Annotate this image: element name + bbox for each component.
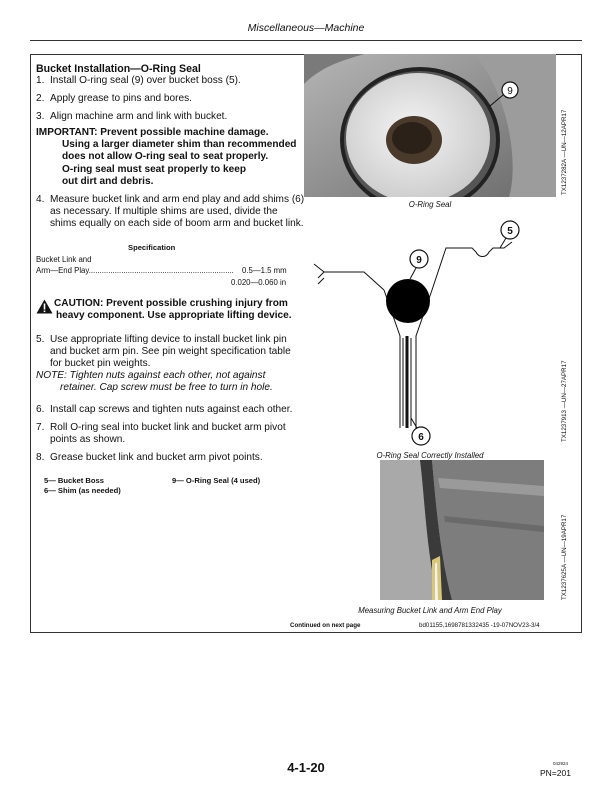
step-text: Grease bucket link and bucket arm pivot points. — [50, 452, 263, 463]
o-ring-seal-illustration — [304, 54, 556, 197]
caution-notice — [36, 298, 298, 322]
spec-item-line-2: Arm—End Play................................................................... — [36, 266, 234, 275]
legend-item-9: 9— O-Ring Seal (4 used) — [172, 476, 261, 485]
step-4 — [36, 194, 306, 244]
caution-line-1: CAUTION: Prevent possible crushing injury from — [54, 298, 288, 309]
step-2 — [36, 93, 306, 106]
important-line-1: IMPORTANT: Prevent possible machine damage. — [36, 127, 269, 138]
caution-line-2: heavy component. Use appropriate lifting device. — [56, 310, 292, 322]
section-bottom-rule — [30, 632, 582, 633]
callout-9: 9 — [416, 255, 422, 266]
step-number: 6. — [36, 404, 45, 415]
section-title: Bucket Installation—O-Ring Seal — [36, 63, 201, 75]
step-3 — [36, 111, 306, 124]
spec-value-metric: 0.5—1.5 mm — [242, 266, 287, 275]
o-ring-seal-installed-diagram — [304, 218, 556, 448]
legend-item-5: 5— Bucket Boss — [44, 476, 104, 485]
step-number: 8. — [36, 452, 45, 463]
step-number: 1. — [36, 75, 45, 86]
step-text: Apply grease to pins and bores. — [50, 93, 192, 104]
step-text: Install O-ring seal (9) over bucket boss (5). — [50, 75, 241, 86]
step-1 — [36, 75, 306, 88]
figure-1-tag: TX1237282A —UN—12APR17 — [561, 109, 568, 195]
figure-3-tag: TX1237625A —UN—19APR17 — [561, 514, 568, 600]
step-6 — [36, 404, 306, 417]
step-7 — [36, 422, 306, 448]
step-8 — [36, 452, 306, 465]
document-id: bd01155,1698781332435 -19-07NOV23-3/4 — [419, 622, 540, 629]
step-number: 2. — [36, 93, 45, 104]
callout-9: 9 — [507, 86, 513, 97]
spec-value-imperial: 0.020—0.060 in — [231, 278, 287, 287]
step-number: 7. — [36, 422, 45, 433]
part-number: PN=201 — [540, 768, 571, 778]
left-border — [30, 54, 31, 632]
important-notice — [36, 127, 298, 188]
callout-5: 5 — [507, 226, 513, 237]
note — [36, 370, 298, 394]
page-number: 4-1-20 — [287, 760, 325, 775]
important-line-5: out dirt and debris. — [62, 175, 154, 187]
important-line-4: O-ring seal must seat properly to keep — [62, 163, 246, 175]
measuring-end-play-illustration — [380, 460, 544, 600]
right-border — [581, 54, 582, 632]
note-line-1: NOTE: Tighten nuts against each other, not against — [36, 370, 266, 381]
step-text: Install cap screws and tighten nuts against each other. — [50, 404, 293, 415]
figure-2-tag: TX1237913 —UN—27APR17 — [561, 360, 568, 442]
step-text: Roll O-ring seal into bucket link and bucket arm pivot points as shown. — [50, 422, 286, 446]
footer-code: 042924 — [553, 761, 569, 766]
important-line-2: Using a larger diameter shim than recommended — [62, 139, 297, 151]
o-ring-seal-photo — [304, 54, 556, 197]
legend-item-6: 6— Shim (as needed) — [44, 486, 121, 495]
step-text: Align machine arm and link with bucket. — [50, 111, 228, 122]
step-number: 4. — [36, 194, 45, 205]
note-line-2: retainer. Cap screw must be free to turn in hole. — [60, 382, 273, 394]
spec-item-line-1: Bucket Link and — [36, 255, 92, 264]
step-5 — [36, 334, 306, 372]
figure-1-caption: O-Ring Seal — [408, 200, 452, 209]
figure-3-caption: Measuring Bucket Link and Arm End Play — [358, 606, 502, 615]
callout-6: 6 — [418, 432, 424, 443]
step-text: Measure bucket link and arm end play and add shims (6) as necessary. If multiple shims are used, divide the shims equally on each side of boom arm and bucket link. — [50, 194, 305, 230]
header-rule — [30, 40, 582, 41]
measuring-end-play-photo — [380, 460, 544, 600]
spec-heading: Specification — [128, 243, 176, 252]
step-number: 5. — [36, 334, 45, 345]
important-line-3: does not allow O-ring seal to seat properly. — [62, 151, 269, 163]
step-number: 3. — [36, 111, 45, 122]
warning-triangle-icon — [36, 299, 53, 314]
step-text: Use appropriate lifting device to install bucket link pin and bucket arm pin. See pin weight specification table for bucket pin weights. — [50, 334, 291, 370]
continued-note: Continued on next page — [290, 622, 361, 629]
figure-2-caption: O-Ring Seal Correctly Installed — [376, 451, 484, 460]
page-header-title: Miscellaneous—Machine — [247, 22, 365, 34]
